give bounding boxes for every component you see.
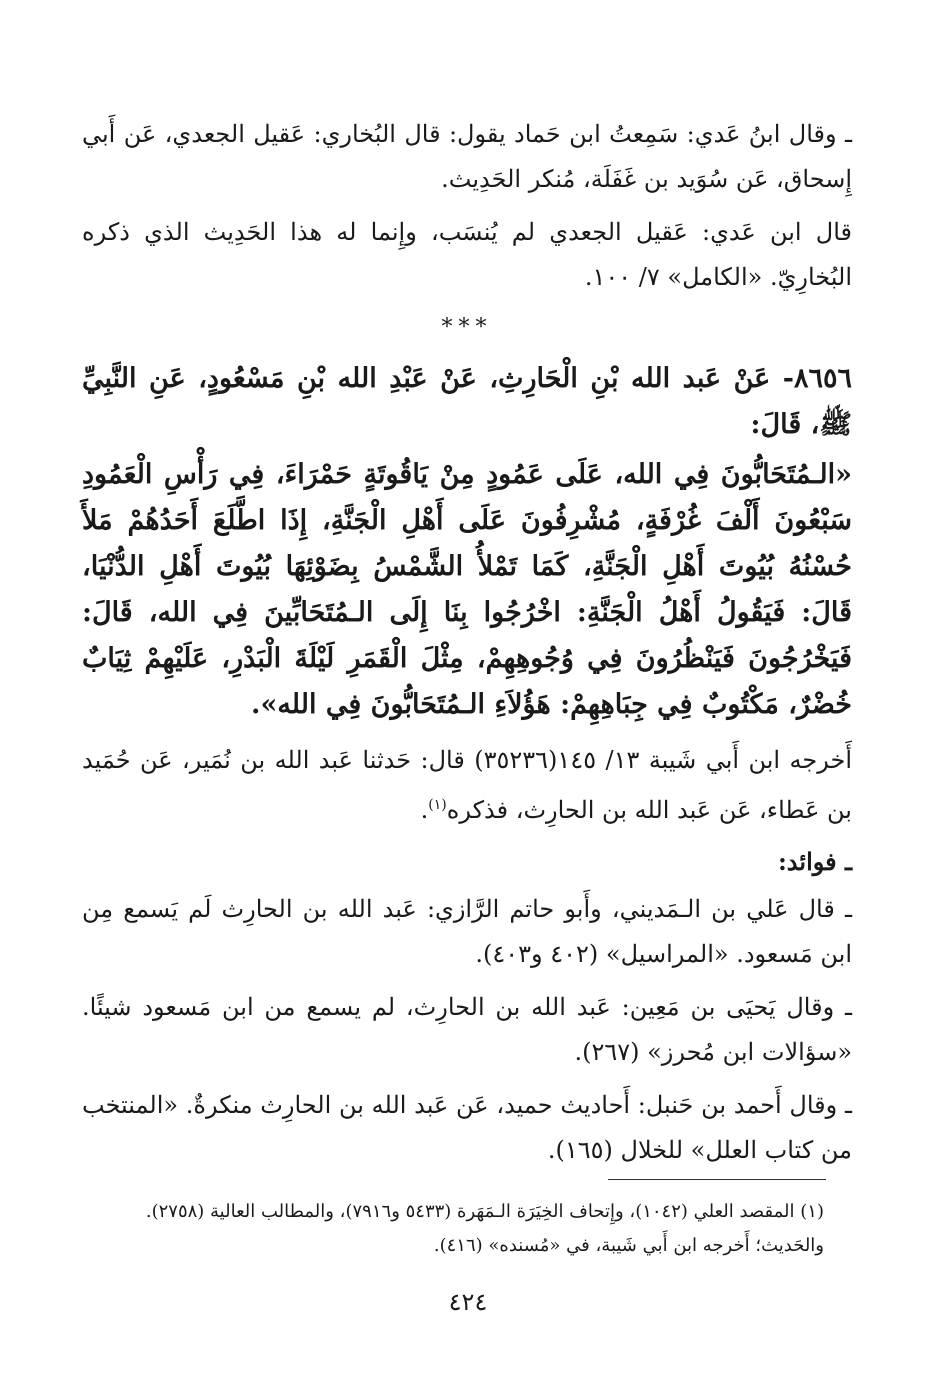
footnotes [100,1195,824,1263]
footnote-ref[interactable]: (١) [428,797,447,813]
hadith-text: «الـمُتَحَابُّونَ فِي الله، عَلَى عَمُودٍ مِنْ يَاقُوتَةٍ حَمْرَاءَ، فِي رَأْسِ الْعَمُودِ سَبْعُونَ أَلْفَ غُرْفَةٍ، مُشْرِفُونَ عَلَى أَهْلِ الْجَنَّةِ، إِذَا اطَّلَعَ أَحَدُهُمْ مَلأَ حُسْنُهُ بُيُوتَ أَهْلِ الْجَنَّةِ، كَمَا تَمْلأُ الشَّمْسُ بِضَوْئِهَا بُيُوتَ أَهْلِ الدُّنْيَا، قَالَ: فَيَقُولُ أَهْلُ الْجَنَّةِ: اخْرُجُوا بِنَا إِلَى الـمُتَحَابِّينَ فِي الله، قَالَ: فَيَخْرُجُونَ فَيَنْظُرُونَ فِي وُجُوهِهِمْ، مِثْلَ الْقَمَرِ لَيْلَةَ الْبَدْرِ، عَلَيْهِمْ ثِيَابٌ خُضْرٌ، مَكْتُوبٌ فِي جِبَاهِهِمْ: هَؤُلاَءِ الـمُتَحَابُّونَ فِي الله». [82,459,852,720]
page-number: ٤٢٤ [448,1288,488,1316]
paragraph-ibn-adi: قال ابن عَدي: عَقيل الجعدي لم يُنسَب، وإِنما له هذا الحَدِيث الذي ذكره البُخارِيّ. «الكامل» ٧/ ١٠٠. [82,218,852,291]
fawaid-heading: ـ فوائد: [777,847,852,876]
footnote-line: (١) المقصد العلي (١٠٤٢)، وإِتحاف الخِيَرَة الـمَهَرة (٥٤٣٣ و٧٩١٦)، والمطالب العالية (٢٧٥٨). [145,1201,824,1222]
fawaid-item: ـ قال عَلي بن الـمَديني، وأَبو حاتم الرَّازي: عَبد الله بن الحارِث لَم يَسمع مِن ابن مَسعود. «المراسيل» (٤٠٢ و٤٠٣). [82,895,852,968]
takhrij-end: . [420,796,429,824]
takhrij-paragraph [82,738,852,833]
paragraph-bukhari-quote: ـ وقال ابنُ عَدي: سَمِعتُ ابن حَماد يقول: قال البُخاري: عَقيل الجعدي، عَن أَبي إِسحاق، عَن سُوَيد بن غَفَلَة، مُنكر الحَدِيث. [82,120,852,193]
page-body [82,112,852,1181]
fawaid-item: ـ وقال أَحمد بن حَنبل: أَحاديث حميد، عَن عَبد الله بن الحارِث منكرةٌ. «المنتخب من كتاب العلل» للخلال (١٦٥). [82,1091,852,1164]
section-separator: *** [441,315,493,340]
footnote-divider [608,1179,826,1180]
takhrij-text: أَخرجه ابن أَبي شَيبة ١٣/ ١٤٥(٣٥٢٣٦) قال: حَدثنا عَبد الله بن نُمَير، عَن حُمَيد بن عَطاء، عَن عَبد الله بن الحارِث، فذكره [82,746,852,824]
hadith-heading: ٨٦٥٦- عَنْ عَبد الله بْنِ الْحَارِثِ، عَنْ عَبْدِ الله بْنِ مَسْعُودٍ، عَنِ النَّبِيِّ ﷺ، قَالَ: [82,363,852,440]
fawaid-item: ـ وقال يَحيَى بن مَعِين: عَبد الله بن الحارِث، لم يسمع من ابن مَسعود شيئًا. «سؤالات ابن مُحرز» (٢٦٧). [82,993,852,1066]
footnote-line: والحَديث؛ أَخرجه ابن أَبي شَيبة، في «مُسنده» (٤١٦). [433,1235,824,1256]
